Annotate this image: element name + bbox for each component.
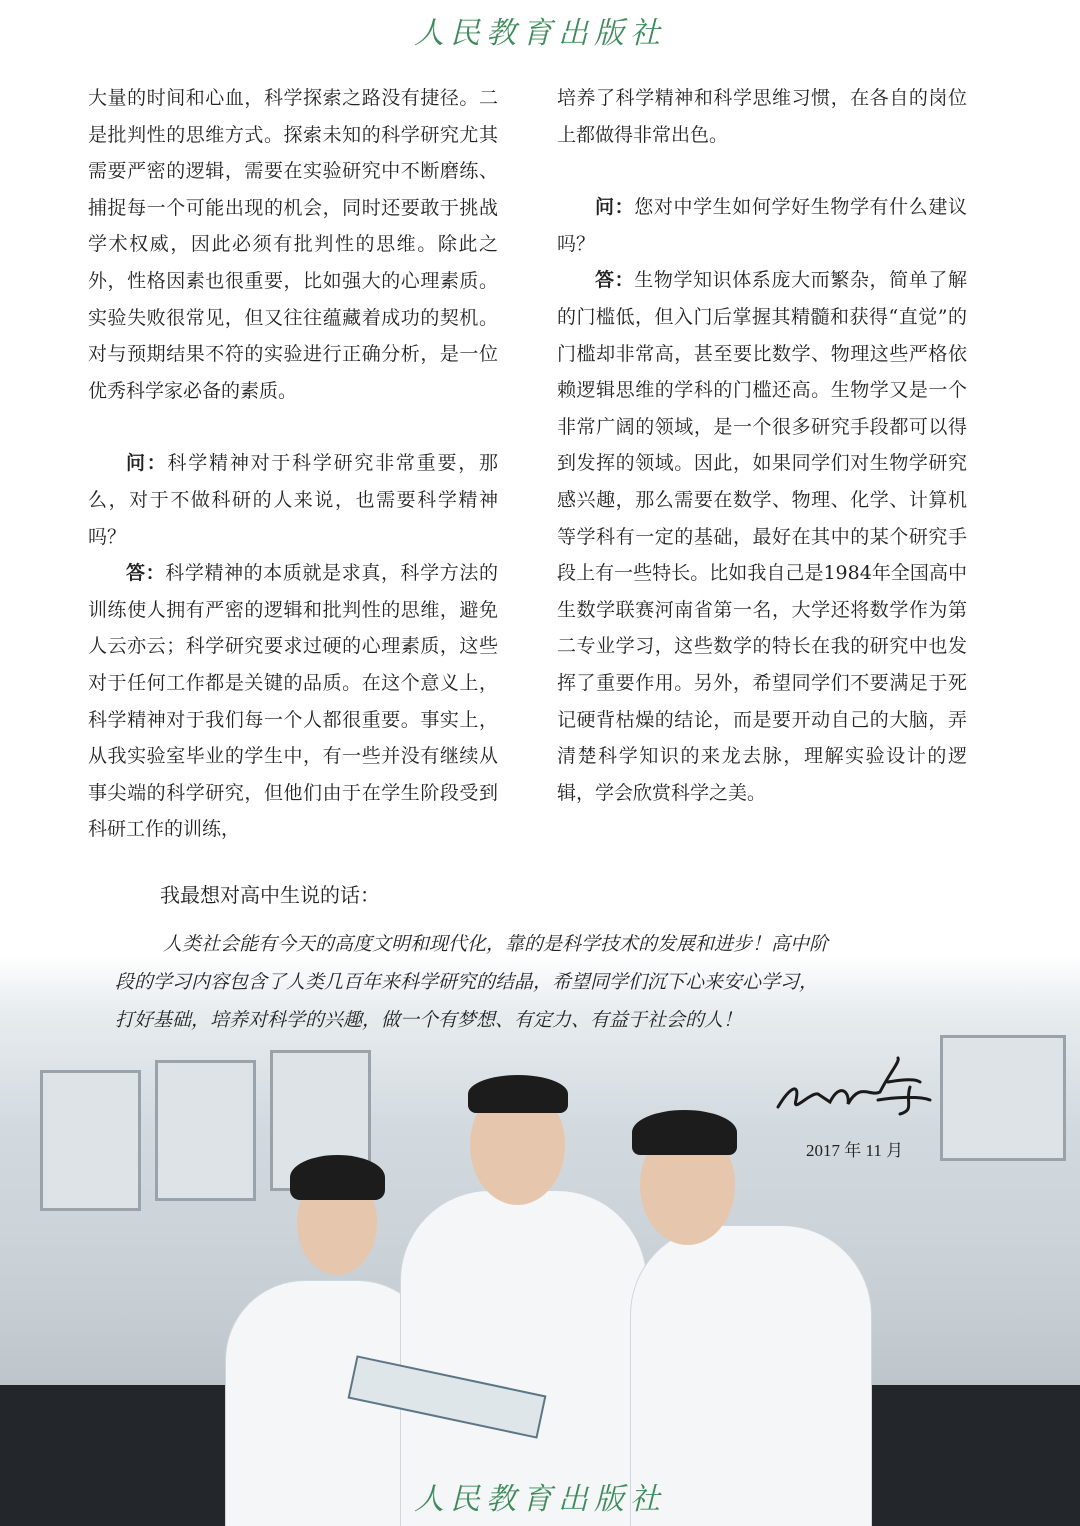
question-label: 问： — [595, 196, 635, 219]
signature-date: 2017 年 11 月 — [806, 1141, 904, 1160]
person-left-hair — [290, 1155, 385, 1200]
question-label: 问： — [126, 452, 168, 475]
question-text: 您对中学生如何学好生物学有什么建议吗？ — [557, 196, 967, 255]
question — [88, 445, 498, 555]
answer-text: 生物学知识体系庞大而繁杂，简单了解的门槛低，但入门后掌握其精髓和获得“直觉”的门槛却非常高，甚至要比数学、物理这些严格依赖逻辑思维的学科的门槛还高。生物学又是一个非常广阔的领域，是一个很多研究手段都可以得到发挥的领域。因此，如果同学们对生物学研究感兴趣，那么需要在数学、物理、化学、计算机等学科有一定的基础，最好在其中的某个研究手段上有一些特长。比如我自己是1984年全国高中生数学联赛河南省第一名，大学还将数学作为第二专业学习，这些数学的特长在我的研究中也发挥了重要作用。另外，希望同学们不要满足于死记硬背枯燥的结论，而是要开动自己的大脑，弄清楚科学知识的来龙去脉，理解实验设计的逻辑，学会欣赏科学之美。 — [557, 269, 967, 804]
right-column — [557, 80, 967, 811]
lab-cabinet — [940, 1035, 1066, 1161]
publisher-logo-bottom: 人民教育出版社 — [414, 1482, 666, 1517]
message-body — [115, 925, 945, 1039]
message-title: 我最想对高中生说的话： — [160, 883, 380, 907]
lab-photo — [0, 955, 1080, 1526]
answer-label: 答： — [126, 562, 166, 585]
answer — [557, 262, 967, 811]
answer — [88, 555, 498, 848]
paragraph: 培养了科学精神和科学思维习惯，在各自的岗位上都做得非常出色。 — [557, 87, 967, 146]
person-center-hair — [468, 1075, 568, 1113]
answer-text: 科学精神的本质就是求真，科学方法的训练使人拥有严密的逻辑和批判性的思维，避免人云亦云；科学研究要求过硬的心理素质，这些对于任何工作都是关键的品质。在这个意义上，科学精神对于我们每一个人都很重要。事实上，从我实验室毕业的学生中，有一些并没有继续从事尖端的科学研究，但他们由于在学生阶段受到科研工作的训练， — [88, 562, 498, 841]
message-line: 段的学习内容包含了人类几百年来科学研究的结晶，希望同学们沉下心来安心学习， — [115, 971, 819, 993]
message-line: 打好基础，培养对科学的兴趣，做一个有梦想、有定力、有益于社会的人！ — [115, 1009, 743, 1031]
person-right-hair — [632, 1110, 737, 1155]
signature — [770, 1052, 940, 1122]
answer-label: 答： — [595, 269, 635, 292]
lab-cabinet — [40, 1070, 141, 1211]
question — [557, 189, 967, 262]
lab-cabinet — [155, 1060, 256, 1201]
paragraph: 大量的时间和心血，科学探索之路没有捷径。二是批判性的思维方式。探索未知的科学研究尤其需要严密的逻辑，需要在实验研究中不断磨练、捕捉每一个可能出现的机会，同时还要敢于挑战学术权威，因此必须有批判性的思维。除此之外，性格因素也很重要，比如强大的心理素质。实验失败很常见，但又往往蕴藏着成功的契机。对与预期结果不符的实验进行正确分析，是一位优秀科学家必备的素质。 — [88, 87, 498, 402]
left-column — [88, 80, 498, 848]
question-text: 科学精神对于科学研究非常重要，那么，对于不做科研的人来说，也需要科学精神吗？ — [88, 452, 498, 548]
publisher-logo-top: 人民教育出版社 — [414, 16, 666, 51]
message-line: 人类社会能有今天的高度文明和现代化，靠的是科学技术的发展和进步！高中阶 — [163, 933, 829, 955]
